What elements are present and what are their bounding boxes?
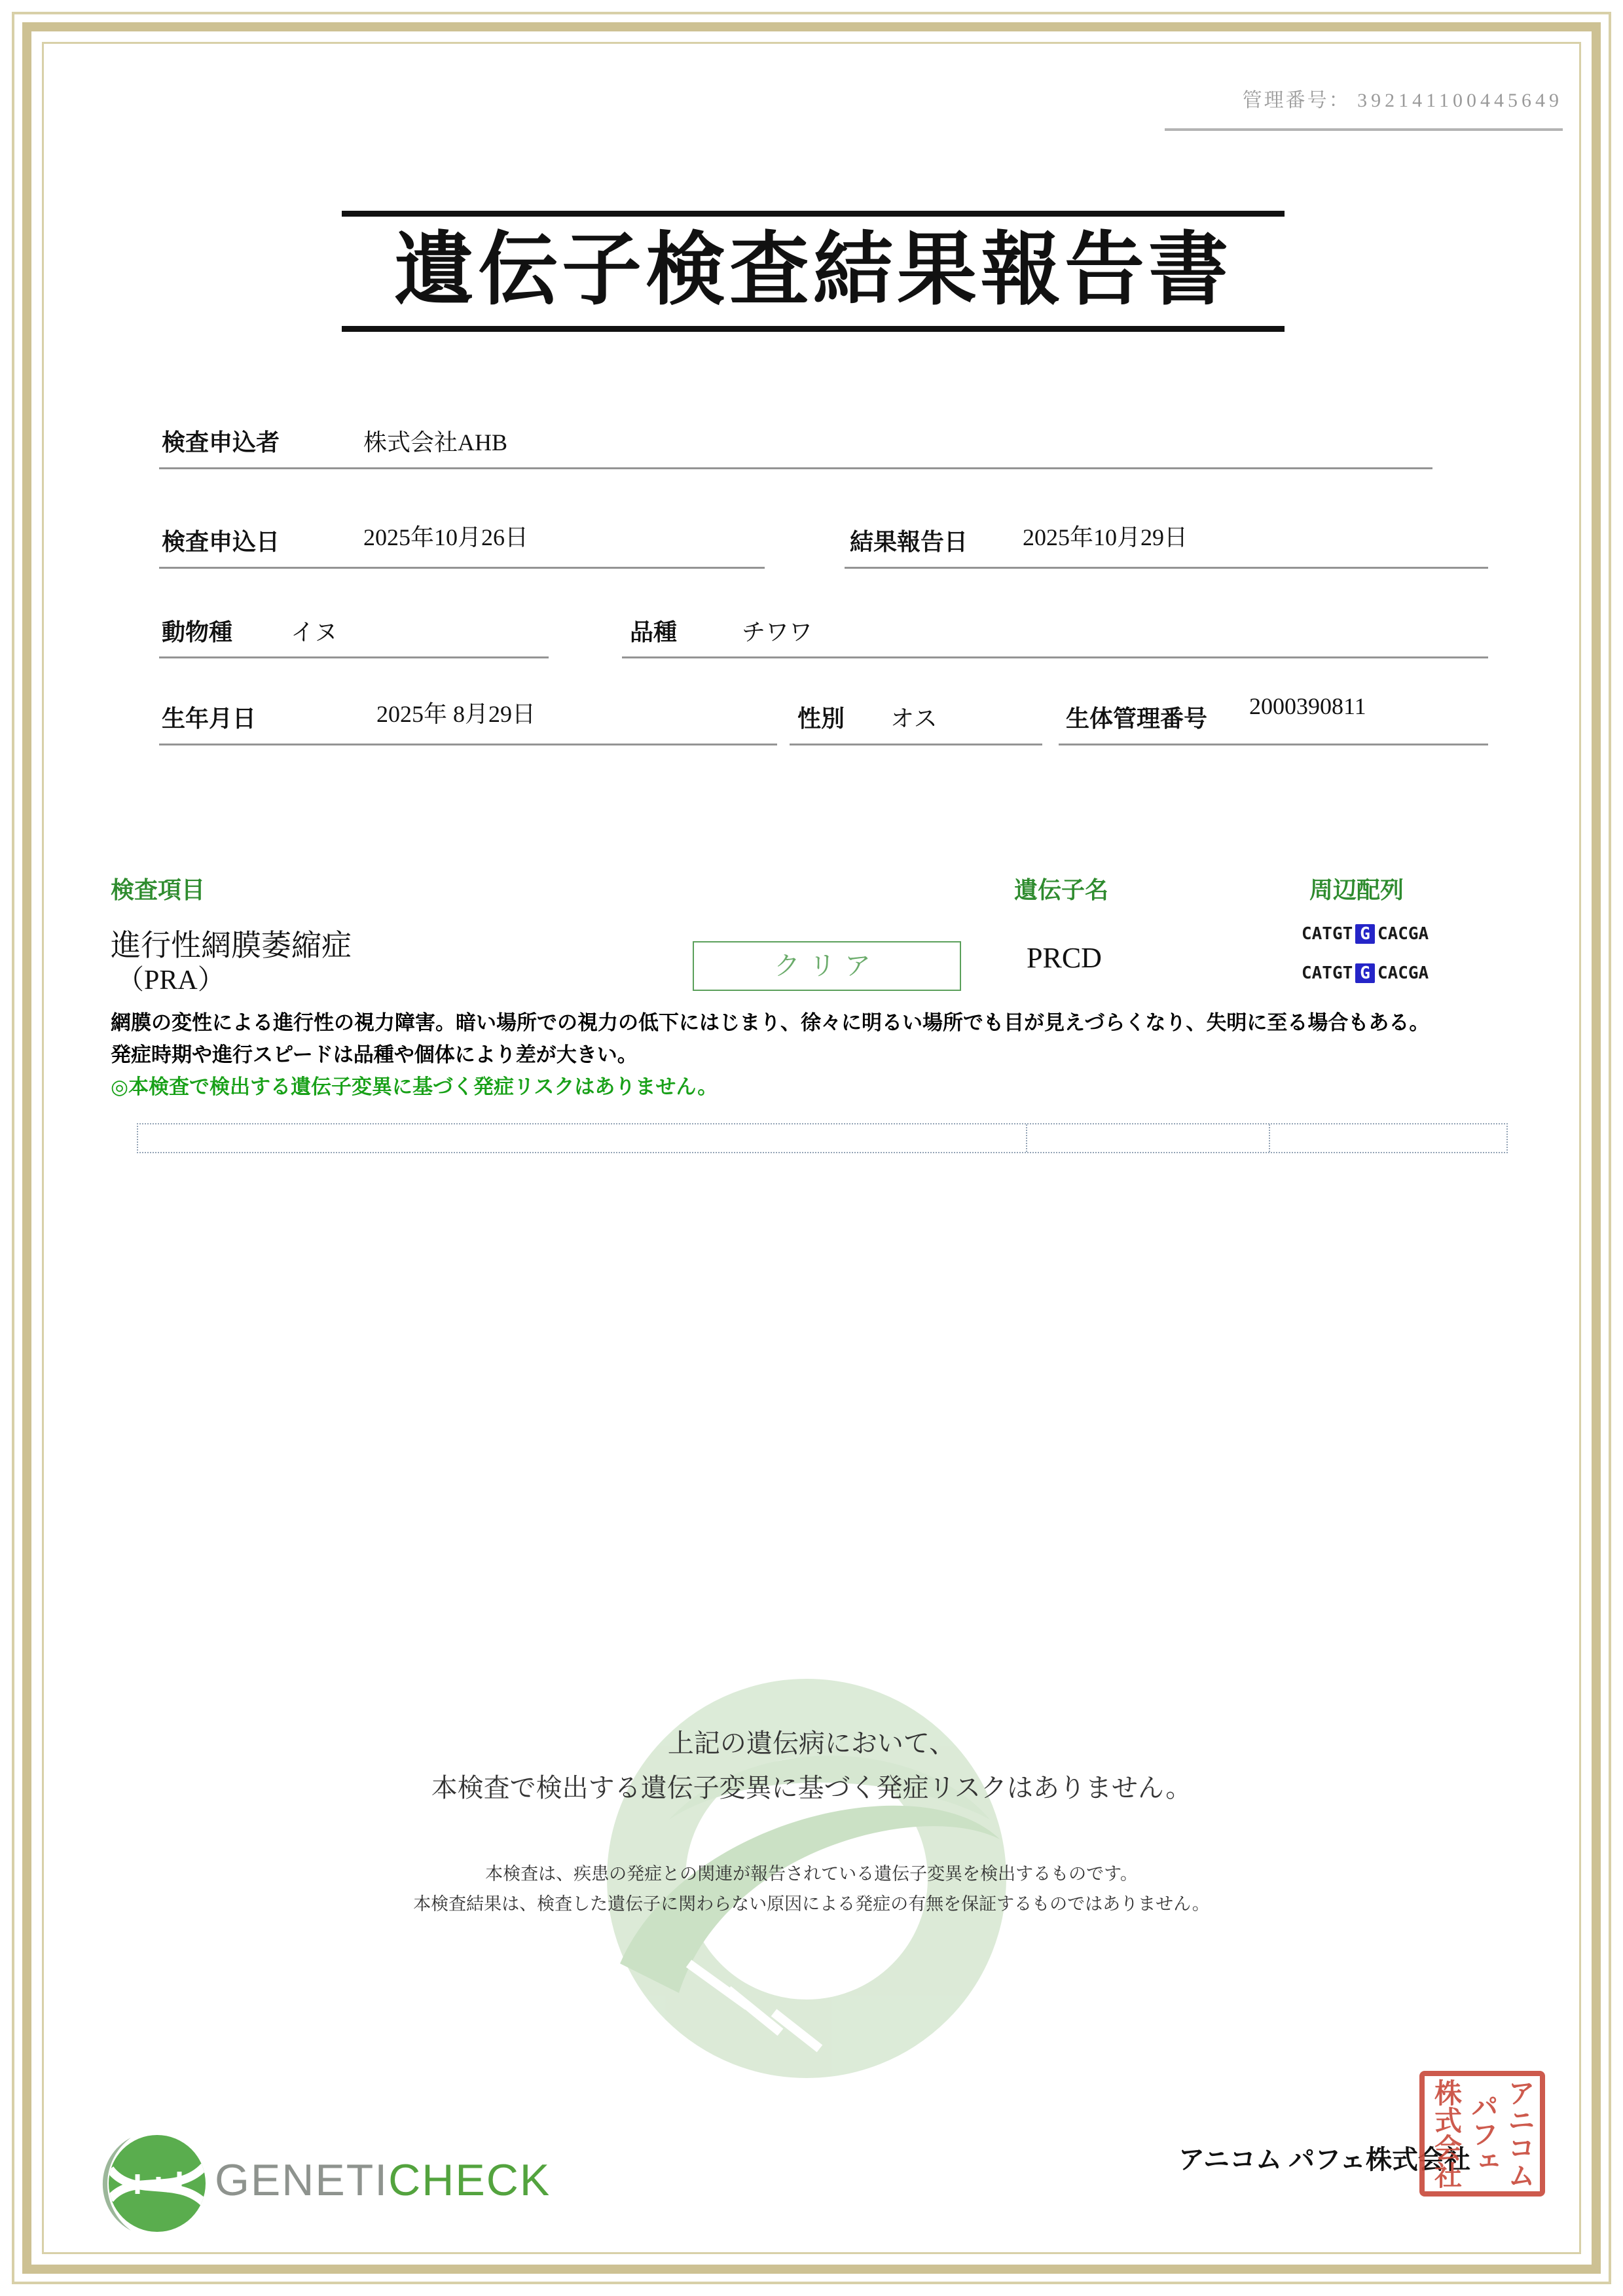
empty-row-divider-2 (1269, 1124, 1270, 1152)
sequence-2-allele: G (1355, 963, 1375, 983)
birth-label: 生年月日 (162, 706, 257, 732)
applicant-label: 検査申込者 (162, 429, 280, 456)
sex-value: オス (890, 706, 938, 732)
summary-note-2: 本検査結果は、検査した遺伝子に関わらない原因による発症の有無を保証するものではありません。 (413, 1894, 1210, 1914)
management-number-value: 392141100445649 (1357, 90, 1563, 111)
body-id-underline (1059, 744, 1488, 745)
page-title: 遺伝子検査結果報告書 (394, 226, 1232, 315)
apply-date-value: 2025年10月26日 (363, 524, 529, 550)
report-date-label: 結果報告日 (850, 529, 968, 555)
breed-value: チワワ (742, 619, 813, 645)
empty-row-divider-1 (1026, 1124, 1027, 1152)
seal-column-1: 株式会社 (1431, 2079, 1461, 2189)
summary-line-2: 本検査で検出する遺伝子変異に基づく発症リスクはありません。 (431, 1774, 1192, 1803)
management-number-underline (1165, 128, 1563, 131)
sequence-1-allele: G (1355, 924, 1375, 944)
geneticheck-logo-text (215, 2155, 551, 2206)
apply-date-label: 検査申込日 (162, 529, 280, 555)
test-item-name: 進行性網膜萎縮症 (111, 929, 352, 962)
birth-value: 2025年 8月29日 (376, 701, 536, 727)
sequence-1-prefix: CATGT (1302, 924, 1353, 944)
birth-underline (159, 744, 777, 745)
applicant-underline (159, 467, 1432, 469)
company-name: アニコム パフェ株式会社 (1178, 2145, 1470, 2174)
apply-date-underline (159, 567, 765, 569)
company-seal (1419, 2071, 1545, 2197)
sequence-line-2 (1302, 963, 1429, 983)
report-date-underline (845, 567, 1488, 569)
management-number (974, 84, 1563, 113)
summary-line-1: 上記の遺伝病において、 (667, 1729, 956, 1758)
seal-column-2: パフェ (1467, 2092, 1497, 2175)
sex-label: 性別 (797, 706, 845, 732)
species-label: 動物種 (162, 619, 233, 645)
species-value: イヌ (291, 619, 338, 645)
disease-description (111, 1007, 1518, 1103)
applicant-value: 株式会社AHB (363, 429, 508, 456)
sequence-1-suffix: CACGA (1377, 924, 1429, 944)
report-date-value: 2025年10月29日 (1023, 524, 1188, 550)
species-underline (159, 656, 549, 658)
test-item-header: 検査項目 (111, 877, 206, 903)
result-value: クリア (774, 951, 880, 980)
gene-name-header: 遺伝子名 (1014, 877, 1109, 903)
gene-name-value: PRCD (1027, 942, 1102, 974)
breed-underline (622, 656, 1488, 658)
sequence-2-suffix: CACGA (1377, 963, 1429, 983)
title-bottom-rule (342, 326, 1285, 332)
summary-note-1: 本検査は、疾患の発症との関連が報告されている遺伝子変異を検出するものです。 (485, 1864, 1138, 1884)
body-id-label: 生体管理番号 (1066, 706, 1208, 732)
risk-note: ◎本検査で検出する遺伝子変異に基づく発症リスクはありません。 (111, 1075, 718, 1098)
breed-label: 品種 (630, 619, 678, 645)
sequence-line-1 (1302, 924, 1429, 944)
body-id-value: 2000390811 (1249, 693, 1366, 719)
logo-text-geneti: GENETI (215, 2155, 389, 2205)
description-line-2: 発症時期や進行スピードは品種や個体により差が大きい。 (111, 1043, 638, 1066)
description-line-1: 網膜の変性による進行性の視力障害。暗い場所での視力の低下にはじまり、徐々に明るい場所でも目が見えづらくなり、失明に至る場合もある。 (111, 1011, 1430, 1034)
sex-underline (790, 744, 1042, 745)
logo-text-check: CHECK (388, 2155, 551, 2205)
geneticheck-logo-icon (92, 2126, 207, 2241)
seal-column-3: アニコム (1504, 2079, 1534, 2189)
test-item-abbreviation: （PRA） (117, 965, 225, 996)
sequence-2-prefix: CATGT (1302, 963, 1353, 983)
result-box (693, 941, 961, 991)
sequence-header: 周辺配列 (1309, 877, 1404, 903)
empty-test-row (137, 1123, 1508, 1153)
management-number-label: 管理番号： (1242, 90, 1351, 111)
